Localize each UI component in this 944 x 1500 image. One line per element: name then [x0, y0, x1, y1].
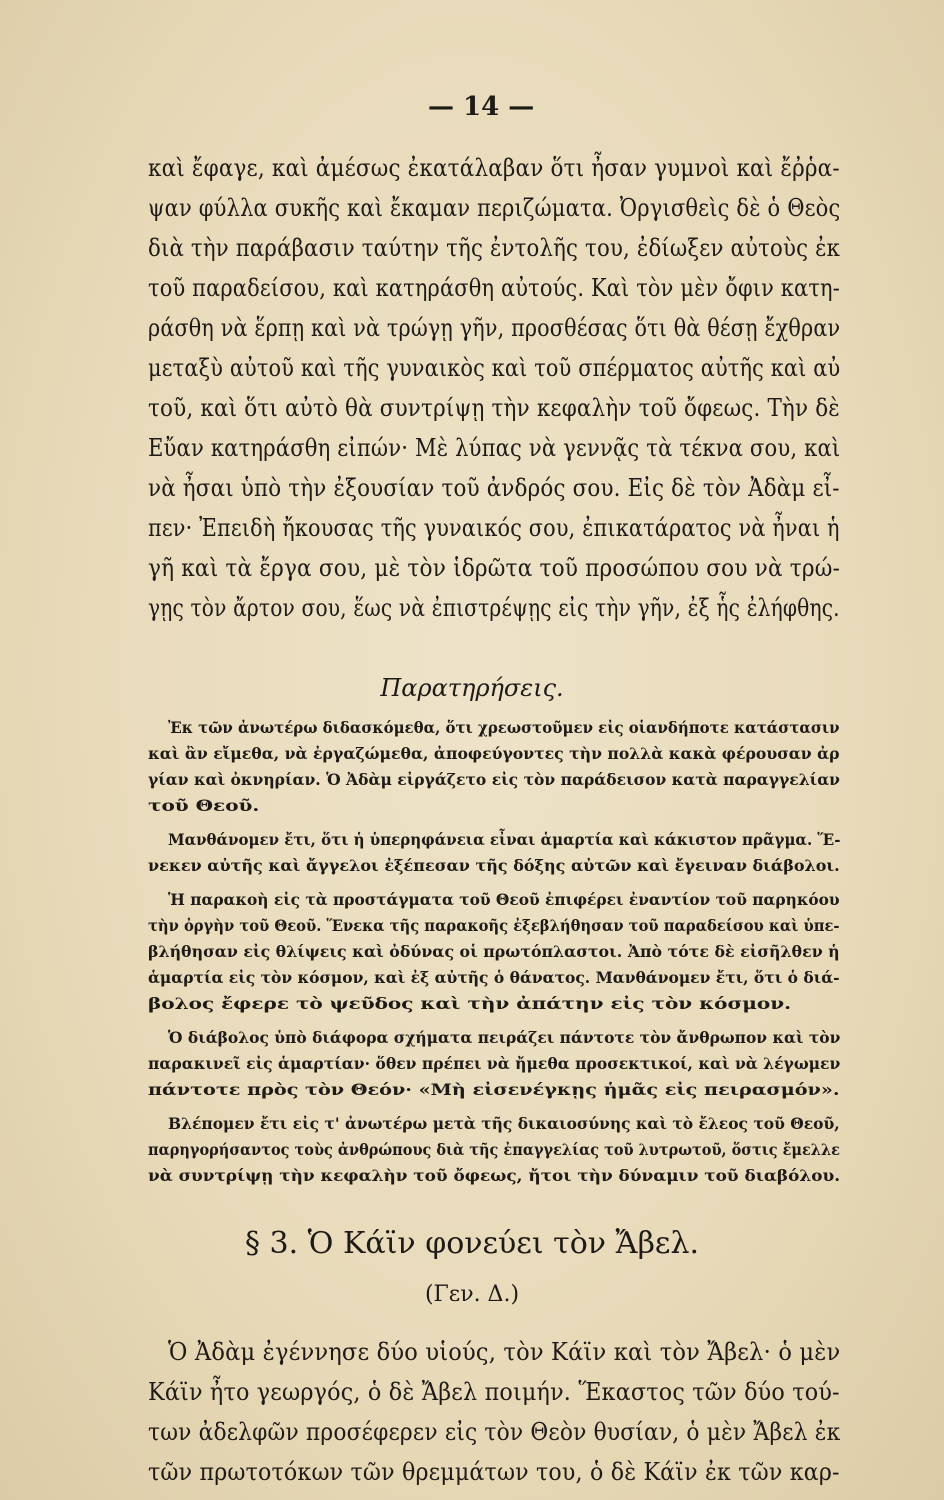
text-line: καὶ ἔφαγε, καὶ ἀμέσως ἐκατάλαβαν ὅτι ἦσαν γυμνοὶ καὶ ἔῤῥα-	[148, 154, 840, 182]
note-line: παρηγορήσαντος τοὺς ἀνθρώπους διὰ τῆς ἐπαγγελίας τοῦ λυτρωτοῦ, ὅστις ἔμελλε	[148, 1140, 840, 1159]
text-line: Ὁ Ἀδὰμ ἐγέννησε δύο υἱούς, τὸν Κάϊν καὶ τὸν Ἄβελ· ὁ μὲν	[168, 1338, 841, 1366]
note-line: βολος ἔφερε τὸ ψεῦδος καὶ τὴν ἀπάτην εἰς τὸν κόσμον.	[148, 994, 792, 1013]
note-line: καὶ ἂν εἴμεθα, νὰ ἐργαζώμεθα, ἀποφεύγοντες τὴν πολλὰ κακὰ φέρουσαν ἀρ	[148, 744, 840, 763]
text-line: πεν· Ἐπειδὴ ἤκουσας τῆς γυναικός σου, ἐπικατάρατος νὰ ἦναι ἡ	[148, 514, 840, 542]
note-line: Μανθάνομεν ἔτι, ὅτι ἡ ὑπερηφάνεια εἶναι ἁμαρτία καὶ κάκιστον πρᾶγμα. Ἕ-	[168, 830, 841, 849]
note-line: παρακινεῖ εἰς ἁμαρτίαν· ὅθεν πρέπει νὰ ἤμεθα προσεκτικοί, καὶ νὰ λέγωμεν	[148, 1054, 841, 1073]
note-line: βλήθησαν εἰς θλίψεις καὶ ὀδύνας οἱ πρωτόπλαστοι. Ἀπὸ τότε δὲ εἰσῆλθεν ἡ	[148, 942, 840, 961]
text-line: τοῦ παραδείσου, καὶ κατηράσθη αὐτούς. Καὶ τὸν μὲν ὄφιν κατη-	[148, 274, 840, 302]
text-line: τοῦ, καὶ ὅτι αὐτὸ θὰ συντρίψῃ τὴν κεφαλὴν τοῦ ὄφεως. Τὴν δὲ	[148, 394, 840, 422]
text-line: μεταξὺ αὐτοῦ καὶ τῆς γυναικὸς καὶ τοῦ σπέρματος αὐτῆς καὶ αὐ	[148, 354, 841, 382]
note-line: νὰ συντρίψῃ τὴν κεφαλὴν τοῦ ὄφεως, ἤτοι τὴν δύναμιν τοῦ διαβόλου.	[148, 1166, 841, 1185]
note-line: Ἐκ τῶν ἀνωτέρω διδασκόμεθα, ὅτι χρεωστοῦμεν εἰς οἱανδήποτε κατάστασιν	[168, 718, 840, 737]
section-heading: § 3. Ὁ Κάϊν φονεύει τὸν Ἄβελ.	[244, 1226, 700, 1261]
section-reference: (Γεν. Δ.)	[424, 1282, 520, 1307]
text-line: νὰ ἦσαι ὑπὸ τὴν ἐξουσίαν τοῦ ἀνδρός σου. Εἰς δὲ τὸν Ἀδὰμ εἶ-	[148, 474, 840, 502]
text-line: ψαν φύλλα συκῆς καὶ ἔκαμαν περιζώματα. Ὀργισθεὶς δὲ ὁ Θεὸς	[148, 194, 841, 222]
note-line: Ὁ διάβολος ὑπὸ διάφορα σχήματα πειράζει πάντοτε τὸν ἄνθρωπον καὶ τὸν	[168, 1028, 841, 1047]
note-line: πάντοτε πρὸς τὸν Θεόν· «Μὴ εἰσενέγκῃς ἡμᾶς εἰς πειρασμόν».	[148, 1080, 840, 1099]
notes-heading: Παρατηρήσεις.	[380, 674, 564, 702]
note-line: νεκεν αὐτῆς καὶ ἄγγελοι ἐξέπεσαν τῆς δόξης αὐτῶν καὶ ἔγειναν διάβολοι.	[148, 856, 840, 875]
text-line: διὰ τὴν παράβασιν ταύτην τῆς ἐντολῆς του, ἐδίωξεν αὐτοὺς ἐκ	[148, 234, 841, 262]
note-line: τοῦ Θεοῦ.	[148, 796, 260, 815]
note-line: γίαν καὶ ὀκνηρίαν. Ὁ Ἀδὰμ εἰργάζετο εἰς τὸν παράδεισον κατὰ παραγγελίαν	[148, 770, 840, 789]
text-line: των ἀδελφῶν προσέφερεν εἰς τὸν Θεὸν θυσίαν, ὁ μὲν Ἄβελ ἐκ	[148, 1418, 841, 1446]
text-line: τῶν πρωτοτόκων τῶν θρεμμάτων του, ὁ δὲ Κάϊν ἐκ τῶν καρ-	[148, 1458, 840, 1486]
text-line: γῆ καὶ τὰ ἔργα σου, μὲ τὸν ἱδρῶτα τοῦ προσώπου σου νὰ τρώ-	[148, 554, 841, 582]
text-line: Κάϊν ἦτο γεωργός, ὁ δὲ Ἄβελ ποιμήν. Ἕκαστος τῶν δύο τού-	[148, 1378, 840, 1406]
note-line: ἁμαρτία εἰς τὸν κόσμον, καὶ ἐξ αὐτῆς ὁ θάνατος. Μανθάνομεν ἔτι, ὅτι ὁ διά-	[148, 968, 840, 987]
page-number: — 14 —	[428, 92, 535, 122]
note-line: τὴν ὀργὴν τοῦ Θεοῦ. Ἕνεκα τῆς παρακοῆς ἐξεβλήθησαν τοῦ παραδείσου καὶ ὑπε-	[148, 916, 840, 935]
text-line: Εὔαν κατηράσθη εἰπών· Μὲ λύπας νὰ γεννᾷς τὰ τέκνα σου, καὶ	[148, 434, 841, 462]
text-line: γῃς τὸν ἄρτον σου, ἕως νὰ ἐπιστρέψῃς εἰς τὴν γῆν, ἐξ ἧς ἐλήφθης.	[148, 594, 840, 622]
note-line: Ἡ παρακοὴ εἰς τὰ προστάγματα τοῦ Θεοῦ ἐπιφέρει ἐναντίον τοῦ παρηκόου	[168, 890, 840, 909]
text-line: ράσθη νὰ ἕρπῃ καὶ νὰ τρώγῃ γῆν, προσθέσας ὅτι θὰ θέσῃ ἔχθραν	[148, 314, 841, 342]
note-line: Βλέπομεν ἔτι εἰς τ' ἀνωτέρω μετὰ τῆς δικαιοσύνης καὶ τὸ ἔλεος τοῦ Θεοῦ,	[168, 1114, 840, 1133]
